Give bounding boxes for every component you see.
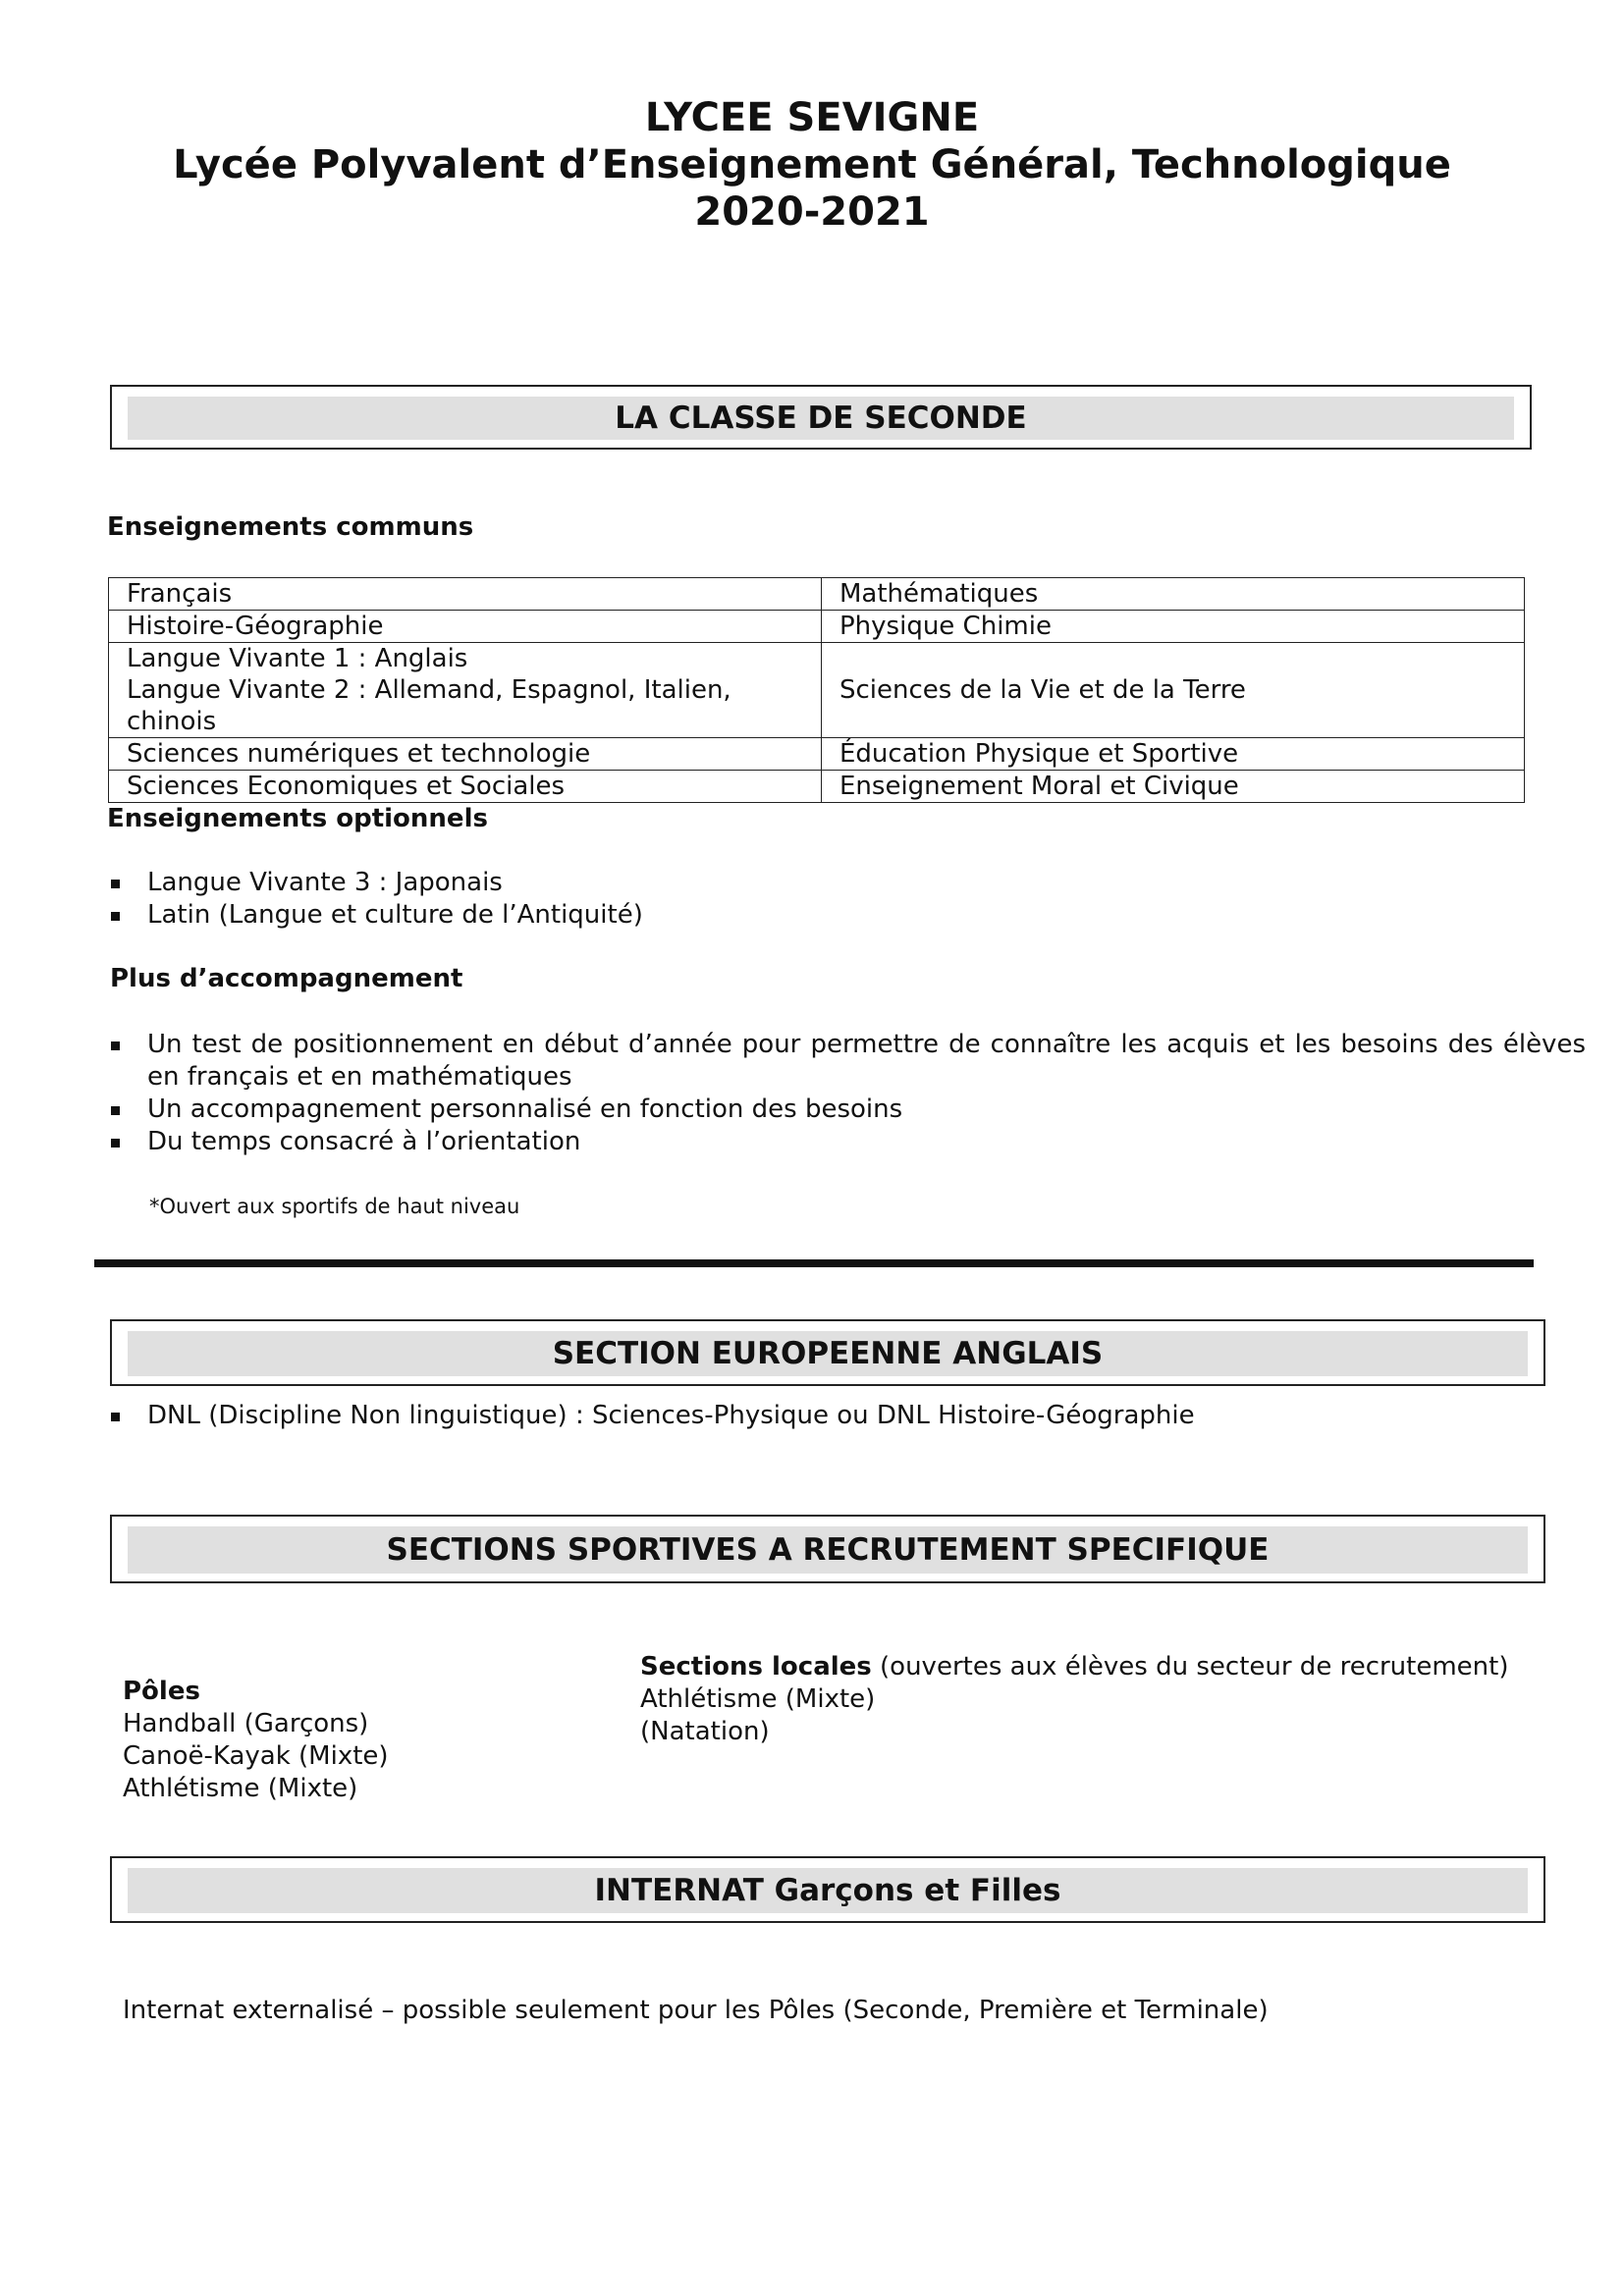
table-cell: Sciences numériques et technologie — [109, 738, 822, 771]
list-item: Athlétisme (Mixte) — [123, 1774, 358, 1803]
table-row — [109, 578, 1525, 611]
internat-title-box — [110, 1856, 1545, 1923]
list-item: Langue Vivante 3 : Japonais — [108, 867, 1581, 899]
table-cell: Sciences de la Vie et de la Terre — [822, 643, 1525, 738]
table-row — [109, 611, 1525, 643]
footnote: *Ouvert aux sportifs de haut niveau — [149, 1195, 520, 1218]
school-name: LYCEE SEVIGNE — [644, 95, 980, 140]
poles-heading: Pôles — [123, 1677, 200, 1706]
list-item: Canoë-Kayak (Mixte) — [123, 1741, 389, 1771]
table-cell: Histoire-Géographie — [109, 611, 822, 643]
sportives-title-box — [110, 1515, 1545, 1583]
list-item: Un accompagnement personnalisé en fonction des besoins — [108, 1094, 1586, 1126]
optionnels-list — [108, 867, 1581, 932]
internat-title: INTERNAT Garçons et Filles — [128, 1868, 1528, 1913]
seconde-title: LA CLASSE DE SECONDE — [128, 397, 1514, 440]
list-item: (Natation) — [640, 1717, 770, 1746]
locales-block — [640, 1651, 1508, 1748]
europeenne-title-box — [110, 1319, 1545, 1386]
locales-note: (ouvertes aux élèves du secteur de recrutement) — [871, 1652, 1509, 1682]
table-cell: Éducation Physique et Sportive — [822, 738, 1525, 771]
internat-text: Internat externalisé – possible seulement pour les Pôles (Seconde, Première et Terminale) — [123, 1996, 1269, 2025]
list-item: Handball (Garçons) — [123, 1709, 369, 1738]
list-item: Latin (Langue et culture de l’Antiquité) — [108, 899, 1581, 932]
sportives-title: SECTIONS SPORTIVES A RECRUTEMENT SPECIFIQUE — [128, 1526, 1528, 1574]
table-cell — [109, 643, 822, 738]
table-cell-line: Langue Vivante 1 : Anglais — [127, 644, 468, 673]
table-cell: Français — [109, 578, 822, 611]
poles-block — [123, 1676, 389, 1805]
table-cell: Mathématiques — [822, 578, 1525, 611]
table-row — [109, 771, 1525, 803]
list-item: Athlétisme (Mixte) — [640, 1684, 876, 1714]
europeenne-title: SECTION EUROPEENNE ANGLAIS — [128, 1331, 1528, 1376]
accompagnement-list — [108, 1029, 1586, 1158]
courses-table — [108, 577, 1525, 803]
school-year: 2020-2021 — [694, 189, 930, 235]
table-cell: Physique Chimie — [822, 611, 1525, 643]
list-item: DNL (Discipline Non linguistique) : Sciences-Physique ou DNL Histoire-Géographie — [108, 1400, 1581, 1432]
communs-heading: Enseignements communs — [107, 512, 474, 542]
table-cell: Enseignement Moral et Civique — [822, 771, 1525, 803]
list-item: Un test de positionnement en début d’année pour permettre de connaître les acquis et les besoins des élèves en français et en mathématiques — [108, 1029, 1586, 1094]
school-subtitle: Lycée Polyvalent d’Enseignement Général, Technologique — [173, 142, 1451, 187]
table-cell: Sciences Economiques et Sociales — [109, 771, 822, 803]
europeenne-list — [108, 1400, 1581, 1432]
accompagnement-heading: Plus d’accompagnement — [110, 964, 463, 993]
table-cell-line: Langue Vivante 2 : Allemand, Espagnol, Italien, chinois — [127, 675, 731, 736]
table-row — [109, 643, 1525, 738]
table-row — [109, 738, 1525, 771]
document-header — [0, 94, 1624, 236]
list-item: Du temps consacré à l’orientation — [108, 1126, 1586, 1158]
optionnels-heading: Enseignements optionnels — [107, 804, 488, 833]
locales-heading: Sections locales — [640, 1652, 872, 1682]
section-divider — [94, 1259, 1534, 1267]
seconde-title-box — [110, 385, 1532, 450]
